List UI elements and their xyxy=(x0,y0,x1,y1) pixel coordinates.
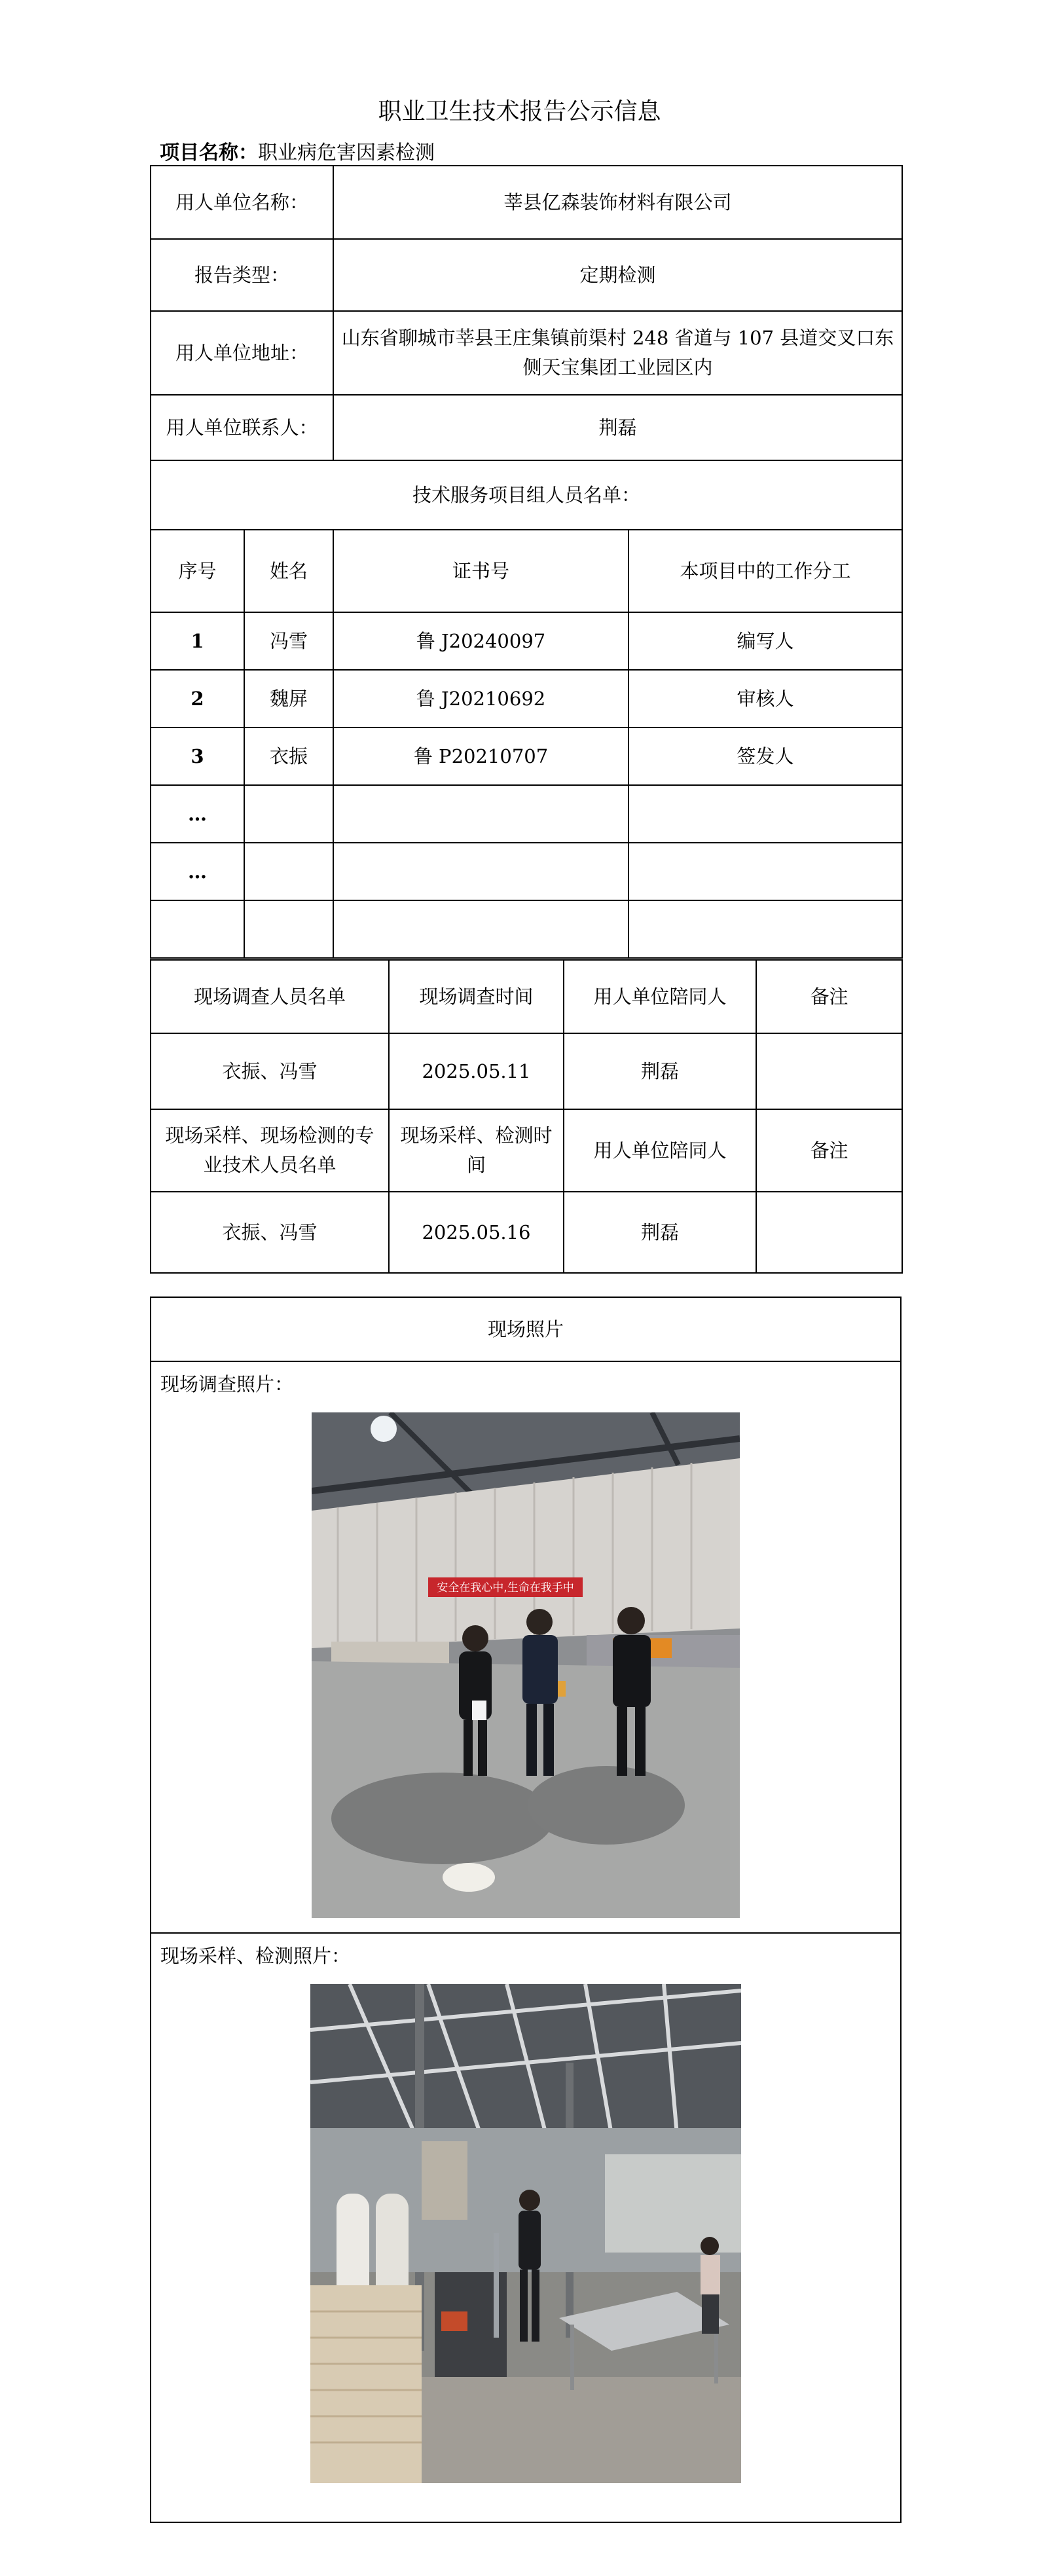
project-value: 职业病危害因素检测 xyxy=(258,141,435,164)
team-row xyxy=(151,612,902,670)
team-cell-name: 衣振 xyxy=(244,727,333,785)
survey-col-header: 备注 xyxy=(756,960,902,1033)
team-col-header: 序号 xyxy=(151,530,244,612)
project-label: 项目名称： xyxy=(160,141,258,164)
team-cell-no: … xyxy=(151,843,244,900)
team-cell-name: 冯雪 xyxy=(244,612,333,670)
info-value: 荆磊 xyxy=(333,395,902,460)
sampling-photo-row xyxy=(151,1933,901,2522)
survey-photo xyxy=(312,1412,740,1918)
team-cell-role: 签发人 xyxy=(629,727,902,785)
sampling-cell xyxy=(756,1192,902,1273)
team-cell-role xyxy=(629,785,902,843)
team-cell-role xyxy=(629,843,902,900)
team-cell-cert: 鲁 J20210692 xyxy=(333,670,629,727)
team-cell-no: 2 xyxy=(151,670,244,727)
team-cell-role: 审核人 xyxy=(629,670,902,727)
photos-table xyxy=(150,1297,902,2523)
info-row xyxy=(151,166,902,239)
team-cell-name: 魏屏 xyxy=(244,670,333,727)
team-cell-no: 3 xyxy=(151,727,244,785)
team-row xyxy=(151,900,902,958)
info-table xyxy=(150,165,903,959)
team-cell-role xyxy=(629,900,902,958)
info-label: 用人单位联系人： xyxy=(151,395,333,460)
info-row xyxy=(151,395,902,460)
info-value: 莘县亿森装饰材料有限公司 xyxy=(333,166,902,239)
banner-text: 安全在我心中,生命在我手中 xyxy=(437,1581,574,1594)
sampling-col-header: 现场采样、检测时间 xyxy=(389,1109,564,1192)
photos-heading-row xyxy=(151,1297,901,1361)
sampling-row xyxy=(151,1192,902,1273)
survey-col-header: 现场调查时间 xyxy=(389,960,564,1033)
info-row xyxy=(151,239,902,311)
info-value: 定期检测 xyxy=(333,239,902,311)
team-cell-name xyxy=(244,843,333,900)
team-cell-cert xyxy=(333,843,629,900)
page-title: 职业卫生技术报告公示信息 xyxy=(378,98,661,125)
team-heading: 技术服务项目组人员名单： xyxy=(151,460,902,530)
survey-cell: 衣振、冯雪 xyxy=(151,1033,389,1109)
sampling-col-header: 用人单位陪同人 xyxy=(564,1109,756,1192)
team-row xyxy=(151,843,902,900)
info-label: 用人单位地址： xyxy=(151,311,333,395)
team-cell-cert: 鲁 P20210707 xyxy=(333,727,629,785)
info-label: 报告类型： xyxy=(151,239,333,311)
team-col-header: 本项目中的工作分工 xyxy=(629,530,902,612)
info-label: 用人单位名称： xyxy=(151,166,333,239)
sampling-photo xyxy=(310,1984,741,2483)
team-cell-no xyxy=(151,900,244,958)
survey-col-header: 用人单位陪同人 xyxy=(564,960,756,1033)
team-cell-cert xyxy=(333,785,629,843)
team-col-header: 姓名 xyxy=(244,530,333,612)
survey-cell: 荆磊 xyxy=(564,1033,756,1109)
survey-photo-row xyxy=(151,1361,901,1933)
sampling-cell: 荆磊 xyxy=(564,1192,756,1273)
sampling-cell: 2025.05.16 xyxy=(389,1192,564,1273)
survey-cell: 2025.05.11 xyxy=(389,1033,564,1109)
survey-header-row xyxy=(151,960,902,1033)
survey-table xyxy=(150,959,903,1274)
team-cell-no: 1 xyxy=(151,612,244,670)
survey-cell xyxy=(756,1033,902,1109)
team-cell-cert xyxy=(333,900,629,958)
survey-photo-label: 现场调查照片： xyxy=(160,1373,294,1395)
team-row xyxy=(151,727,902,785)
info-row xyxy=(151,311,902,395)
team-cell-role: 编写人 xyxy=(629,612,902,670)
survey-col-header: 现场调查人员名单 xyxy=(151,960,389,1033)
team-row xyxy=(151,785,902,843)
team-header-row xyxy=(151,530,902,612)
team-cell-name xyxy=(244,900,333,958)
team-cell-no: … xyxy=(151,785,244,843)
sampling-header-row xyxy=(151,1109,902,1192)
team-col-header: 证书号 xyxy=(333,530,629,612)
team-cell-name xyxy=(244,785,333,843)
photos-heading: 现场照片 xyxy=(151,1297,901,1361)
sampling-photo-label: 现场采样、检测照片： xyxy=(160,1944,351,1967)
sampling-col-header: 备注 xyxy=(756,1109,902,1192)
sampling-col-header: 现场采样、现场检测的专业技术人员名单 xyxy=(151,1109,389,1192)
survey-row xyxy=(151,1033,902,1109)
project-line xyxy=(160,136,435,165)
team-row xyxy=(151,670,902,727)
info-value: 山东省聊城市莘县王庄集镇前渠村 248 省道与 107 县道交叉口东侧天宝集团工业园区内 xyxy=(333,311,902,395)
sampling-cell: 衣振、冯雪 xyxy=(151,1192,389,1273)
team-heading-row xyxy=(151,460,902,530)
team-cell-cert: 鲁 J20240097 xyxy=(333,612,629,670)
